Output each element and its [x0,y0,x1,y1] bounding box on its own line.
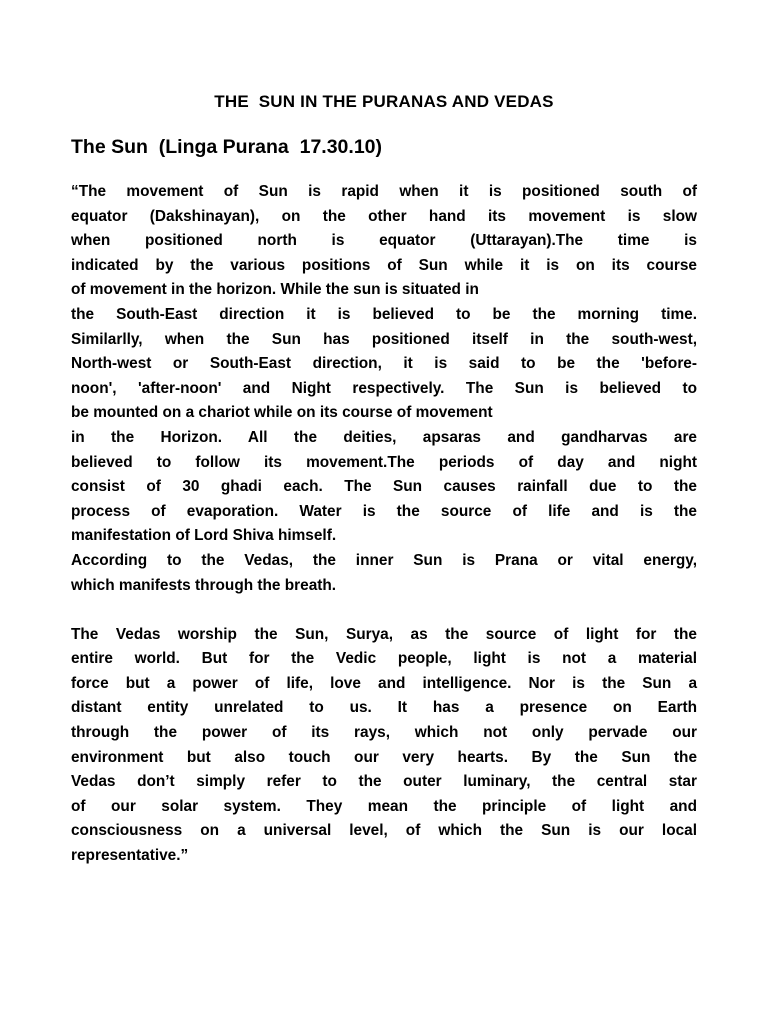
text-line: manifestation of Lord Shiva himself. [71,527,337,545]
text-line: distant entity unrelated to us. It has a presence on Earth [71,699,697,717]
text-line: consciousness on a universal level, of which the Sun is our local [71,822,697,840]
text-line: when positioned north is equator (Uttarayan).The time is [71,232,697,250]
text-line: indicated by the various positions of Sun while it is on its course [71,256,697,274]
text-line: North-west or South-East direction, it is said to be the 'before- [71,355,697,373]
text-line: consist of 30 ghadi each. The Sun causes rainfall due to the [71,478,697,496]
body-text [71,180,697,869]
document-page [71,0,697,1024]
text-line: “The movement of Sun is rapid when it is positioned south of [71,183,697,200]
text-line: environment but also touch our very hearts. By the Sun the [71,748,697,766]
text-line: equator (Dakshinayan), on the other hand its movement is slow [71,207,697,225]
text-line: The Vedas worship the Sun, Surya, as the source of light for the [71,625,697,643]
text-line: Vedas don’t simply refer to the outer luminary, the central star [71,773,697,791]
text-line: noon', 'after-noon' and Night respectively. The Sun is believed to [71,379,697,397]
text-line: of movement in the horizon. While the sun is situated in [71,281,479,299]
text-line: entire world. But for the Vedic people, light is not a material [71,650,697,668]
blank-line [71,598,697,623]
text-line: the South-East direction it is believed to be the morning time. [71,305,697,323]
section-heading: The Sun (Linga Purana 17.30.10) [71,136,383,158]
text-line: which manifests through the breath. [71,576,337,594]
text-line: According to the Vedas, the inner Sun is Prana or vital energy, [71,551,697,569]
page-title: THE SUN IN THE PURANAS AND VEDAS [214,92,554,111]
text-line: force but a power of life, love and intelligence. Nor is the Sun a [71,674,697,692]
text-line: believed to follow its movement.The periods of day and night [71,453,697,471]
text-line: of our solar system. They mean the principle of light and [71,797,697,815]
text-line: representative.” [71,847,189,865]
text-line: be mounted on a chariot while on its course of movement [71,404,493,422]
text-line: through the power of its rays, which not only pervade our [71,724,697,742]
text-line: Similarlly, when the Sun has positioned itself in the south-west, [71,330,697,348]
text-line: process of evaporation. Water is the source of life and is the [71,502,697,520]
text-line: in the Horizon. All the deities, apsaras and gandharvas are [71,428,697,446]
